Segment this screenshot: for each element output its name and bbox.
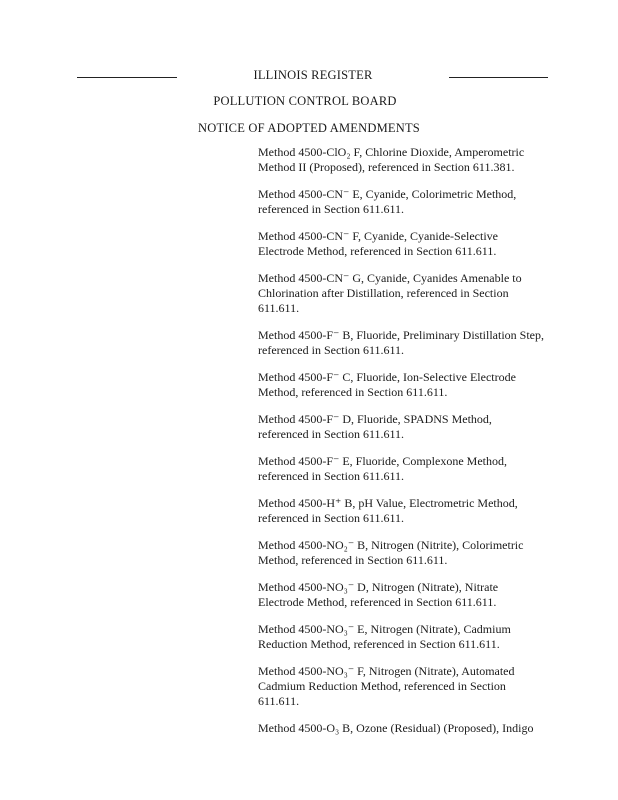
method-entry	[258, 271, 558, 316]
method-entry-line: Method 4500-F⁻ E, Fluoride, Complexone Method,	[258, 454, 507, 468]
method-entry-line: Method 4500-F⁻ C, Fluoride, Ion-Selective Electrode	[258, 370, 516, 384]
register-title: ILLINOIS REGISTER	[253, 68, 373, 82]
method-entry	[258, 496, 558, 526]
method-entry-line: 611.611.	[258, 694, 300, 708]
method-entry-line: Method 4500-H⁺ B, pH Value, Electrometric Method,	[258, 496, 518, 510]
method-entry	[258, 412, 558, 442]
method-entry-line: referenced in Section 611.611.	[258, 202, 405, 216]
method-entry-line: Electrode Method, referenced in Section 611.611.	[258, 244, 497, 258]
method-entry-line: 611.611.	[258, 301, 300, 315]
method-entry	[258, 145, 558, 175]
method-entry-line: Electrode Method, referenced in Section 611.611.	[258, 595, 497, 609]
method-entry	[258, 370, 558, 400]
method-entry-line: Method 4500-NO₂⁻ B, Nitrogen (Nitrite), Colorimetric	[258, 538, 524, 552]
method-entry	[258, 664, 558, 709]
notice-title: NOTICE OF ADOPTED AMENDMENTS	[198, 121, 420, 135]
method-entry-line: Method II (Proposed), referenced in Section 611.381.	[258, 160, 515, 174]
method-entry-line: referenced in Section 611.611.	[258, 511, 405, 525]
method-entry-line: Method 4500-NO₃⁻ F, Nitrogen (Nitrate), Automated	[258, 664, 515, 678]
method-entry	[258, 187, 558, 217]
method-entry-line: Chlorination after Distillation, referenced in Section	[258, 286, 509, 300]
method-entry-line: Method 4500-NO₃⁻ D, Nitrogen (Nitrate), Nitrate	[258, 580, 499, 594]
method-entry	[258, 229, 558, 259]
method-entry-line: Method, referenced in Section 611.611.	[258, 553, 448, 567]
method-entry-line: Method 4500-O₃ B, Ozone (Residual) (Proposed), Indigo	[258, 721, 534, 735]
method-entry	[258, 328, 558, 358]
method-list	[258, 145, 558, 748]
method-entry-line: referenced in Section 611.611.	[258, 427, 405, 441]
method-entry-line: Reduction Method, referenced in Section 611.611.	[258, 637, 500, 651]
method-entry-line: Method 4500-CN⁻ E, Cyanide, Colorimetric Method,	[258, 187, 517, 201]
method-entry	[258, 454, 558, 484]
method-entry-line: Method 4500-F⁻ B, Fluoride, Preliminary Distillation Step,	[258, 328, 544, 342]
board-title: POLLUTION CONTROL BOARD	[213, 94, 397, 108]
method-entry-line: referenced in Section 611.611.	[258, 343, 405, 357]
method-entry	[258, 538, 558, 568]
method-entry-line: Cadmium Reduction Method, referenced in Section	[258, 679, 506, 693]
method-entry	[258, 622, 558, 652]
method-entry-line: Method 4500-CN⁻ F, Cyanide, Cyanide-Selective	[258, 229, 498, 243]
method-entry	[258, 721, 558, 736]
method-entry-line: Method 4500-ClO₂ F, Chlorine Dioxide, Amperometric	[258, 145, 525, 159]
method-entry	[258, 580, 558, 610]
method-entry-line: Method 4500-CN⁻ G, Cyanide, Cyanides Amenable to	[258, 271, 522, 285]
method-entry-line: Method, referenced in Section 611.611.	[258, 385, 448, 399]
method-entry-line: Method 4500-NO₃⁻ E, Nitrogen (Nitrate), Cadmium	[258, 622, 511, 636]
method-entry-line: Method 4500-F⁻ D, Fluoride, SPADNS Method,	[258, 412, 492, 426]
method-entry-line: referenced in Section 611.611.	[258, 469, 405, 483]
